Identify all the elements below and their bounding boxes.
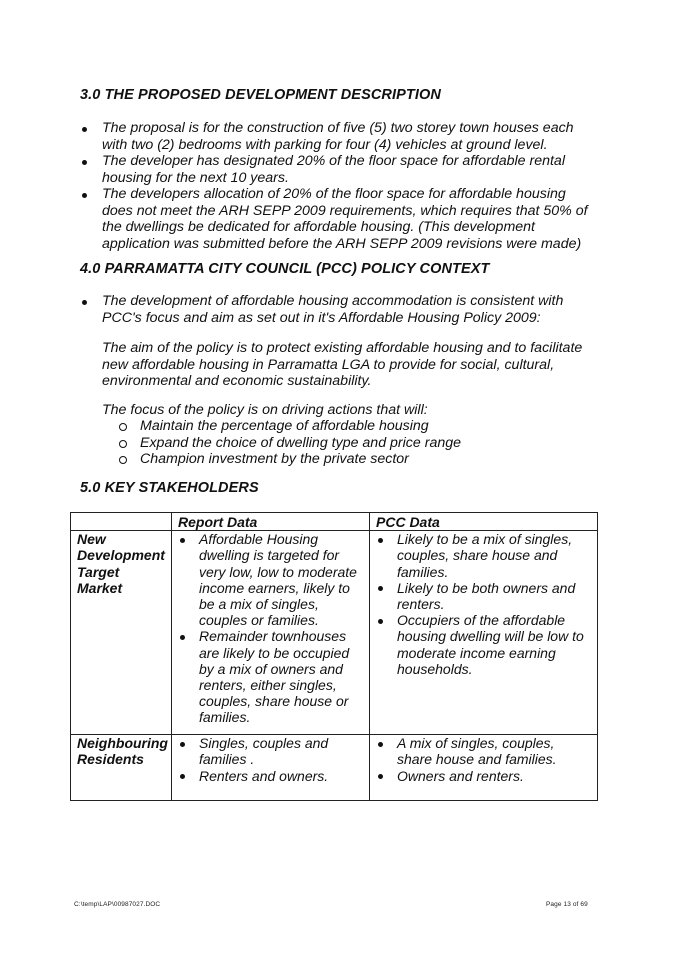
focus-item [118,451,578,468]
list-item [178,735,365,767]
table-row [71,531,598,735]
bullet-item [80,153,600,186]
stakeholders-table [70,512,598,801]
focus-item-text: Champion investment by the private sector [140,451,409,467]
footer-file-path: C:\temp\LAP\00987027.DOC [74,901,161,908]
list-item-text: Occupiers of the affordable housing dwelling will be low to moderate income earning households. [397,612,584,677]
bullet-text: The development of affordable housing accommodation is consistent with PCC's focus and aim as set out in it's Affordable Housing Policy 2009: [102,293,564,326]
section-3-heading: 3.0 THE PROPOSED DEVELOPMENT DESCRIPTION [80,87,441,103]
bullet-item [80,186,600,252]
bullet-icon [82,127,87,132]
list-item [376,531,593,580]
policy-focus-list [118,418,578,468]
bullet-icon [82,300,87,305]
footer-page-number: Page 13 of 69 [546,901,588,908]
pcc-data-cell [370,735,598,801]
section-4-bullets [80,293,600,326]
table-header-cell [71,513,172,531]
bullet-text: The developers allocation of 20% of the floor space for affordable housing does not meet the ARH SEPP 2009 requirements, which requires that 50% of the dwellings be dedicated for affordable housing. (This development application was submitted before the ARH SEPP 2009 revisions were made) [102,186,588,252]
row-label: Neighbouring Residents [71,735,172,801]
report-data-cell [172,735,370,801]
circle-bullet-icon [119,456,127,464]
section-3-bullets [80,120,600,252]
list-item [376,768,593,784]
list-item-text: Remainder townhouses are likely to be occupied by a mix of owners and renters, either singles, couples, share house or families. [199,628,350,726]
list-item [178,768,365,784]
table-header-cell: PCC Data [370,513,598,531]
list-item [178,531,365,628]
list-item [376,580,593,612]
list-item [376,612,593,677]
policy-focus-intro: The focus of the policy is on driving actions that will: [102,402,428,418]
list-item-text: Affordable Housing dwelling is targeted for very low, low to moderate income earners, likely to be a mix of singles, couples or families. [199,531,357,629]
table-header-row [71,513,598,531]
focus-item [118,435,578,452]
focus-item [118,418,578,435]
list-item-text: Likely to be a mix of singles, couples, share house and families. [397,531,573,580]
bullet-icon [180,742,185,747]
report-data-cell [172,531,370,735]
list-item [178,628,365,725]
bullet-icon [378,586,383,591]
bullet-icon [82,193,87,198]
section-4-heading: 4.0 PARRAMATTA CITY COUNCIL (PCC) POLICY CONTEXT [80,261,490,277]
bullet-icon [82,160,87,165]
list-item [376,735,593,767]
circle-bullet-icon [119,440,127,448]
bullet-icon [180,774,185,779]
list-item-text: Owners and renters. [397,767,524,784]
bullet-item [80,120,600,153]
pcc-data-cell [370,531,598,735]
bullet-icon [180,538,185,543]
row-label: New Development Target Market [71,531,172,735]
circle-bullet-icon [119,423,127,431]
list-item-text: A mix of singles, couples, share house and families. [397,735,557,768]
list-item-text: Renters and owners. [199,767,329,784]
bullet-icon [378,619,383,624]
section-5-heading: 5.0 KEY STAKEHOLDERS [80,480,259,496]
focus-item-text: Expand the choice of dwelling type and price range [140,434,462,451]
list-item-text: Likely to be both owners and renters. [397,579,576,613]
focus-item-text: Maintain the percentage of affordable housing [140,418,429,434]
bullet-icon [180,635,185,640]
bullet-icon [378,742,383,747]
bullet-icon [378,538,383,543]
table-row [71,735,598,801]
bullet-text: The proposal is for the construction of five (5) two storey town houses each with two (2) bedrooms with parking for four (4) vehicles at ground level. [102,120,574,153]
list-item-text: Singles, couples and families . [199,735,329,768]
bullet-icon [378,774,383,779]
policy-aim-paragraph: The aim of the policy is to protect existing affordable housing and to facilitate new affordable housing in Parramatta LGA to provide for social, cultural, environmental and economic sustainability. [102,340,583,389]
bullet-item [80,293,600,326]
table-header-cell: Report Data [172,513,370,531]
bullet-text: The developer has designated 20% of the floor space for affordable rental housing for the next 10 years. [102,153,565,186]
